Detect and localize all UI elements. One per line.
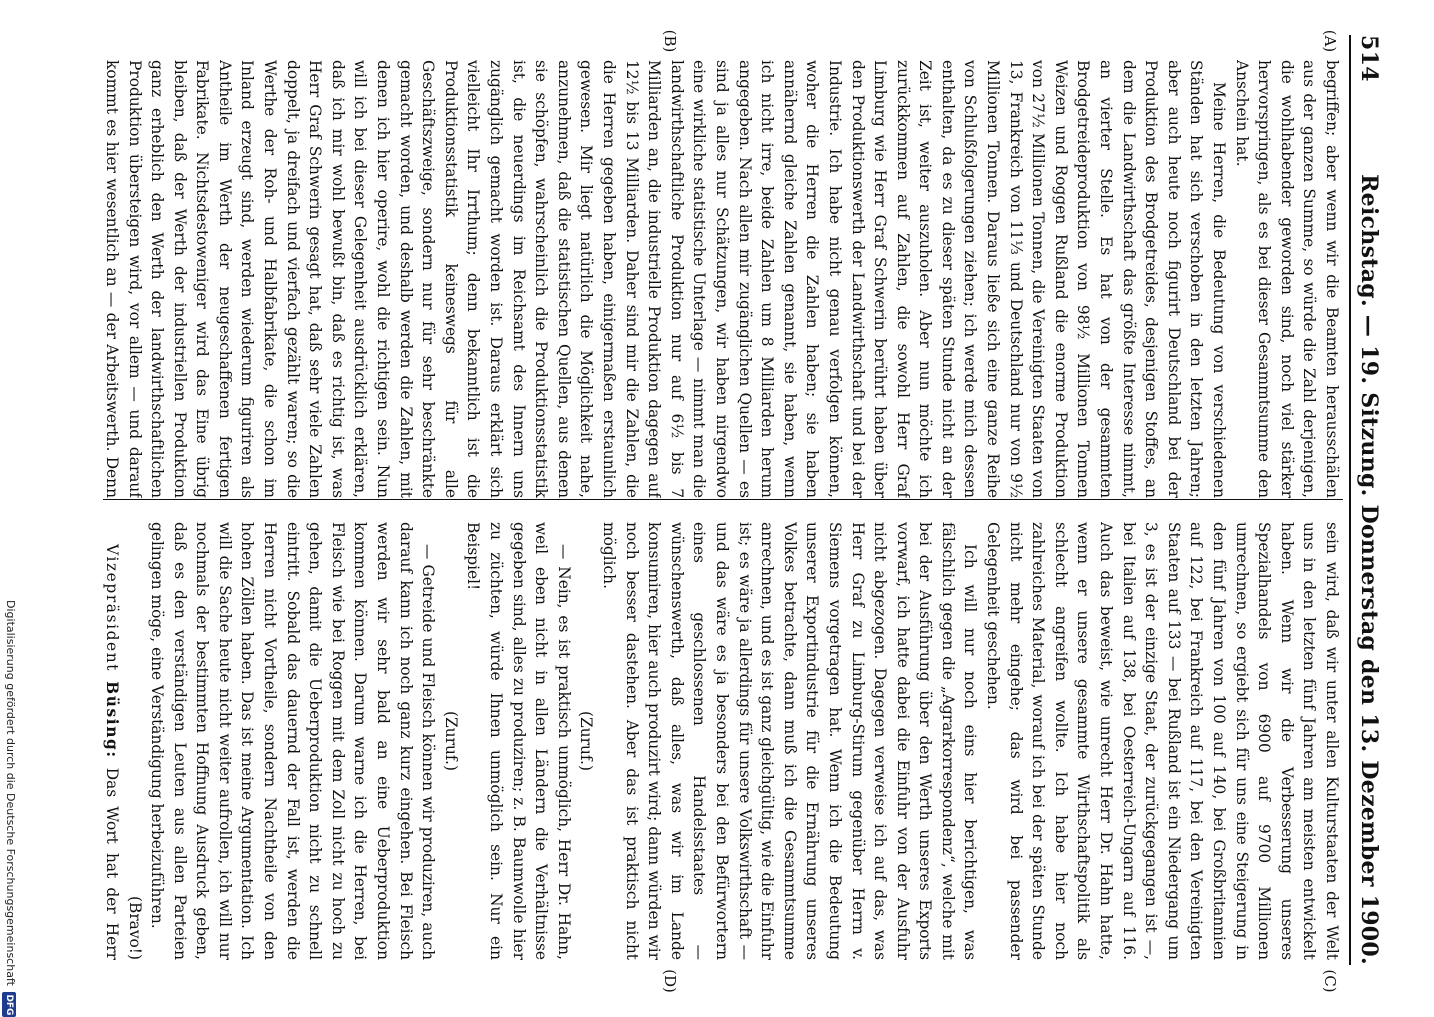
margin-mark-a: (A) bbox=[1321, 29, 1339, 53]
reichstag-protocol-page bbox=[69, 0, 1399, 1000]
column-divider bbox=[103, 499, 1343, 500]
paragraph: begriffen; aber wenn wir die Beamten herausschälen aus der ganzen Summe, so würde die Zahl derjenigen, die wohlhabender geworden sind, noch viel stärker hervorspringen, als es bei dieser Gesammtsumme den Anschein hat. bbox=[1232, 60, 1341, 498]
digitization-credit bbox=[3, 600, 17, 1016]
margin-mark-b: (B) bbox=[661, 29, 679, 53]
left-text-column bbox=[103, 60, 1343, 498]
speaker-role: Vizepräsident bbox=[103, 544, 121, 673]
page-title: Reichstag. — 19. Sitzung. Donnerstag den 13. Dezember 1900. bbox=[1356, 174, 1382, 965]
speaker-name: Büsing: bbox=[103, 681, 121, 759]
margin-mark-c: (C) bbox=[1321, 969, 1339, 993]
paragraph: Ich will nur noch eins hier berichtigen, was fälschlich gegen die „Agrarkorrespondenz“, welche mit bei der Ausführung über den Werth unseres Exports vorwarf, ich hatte dabei die Einfuhr von der Ausfuhr nicht abgezogen. Dagegen verweise ich auf das, was Herr Graf zu Limburg-Stirum gegenüber Herrn v. Siemens vorgetragen hat. Wenn ich die Bedeutung unserer Exportindustrie für die Ernährung unseres Volkes betrachte, dann muß ich die Gesammtsumme anrechnen, und es ist ganz gleichgültig, wie die Einfuhr ist; es wäre ja allerdings für unsere Volkswirthschaft — und das wäre es ja besonders bei den Befürwortern eines geschlossenen Handelsstaates — wünschenswerth, daß alles, was wir im Lande konsumiren, hier auch produzirt wird; dann würden wir noch besser dastehen. Aber das ist praktisch nicht möglich. bbox=[600, 522, 980, 960]
dfg-logo: DFG bbox=[4, 994, 14, 1016]
paragraph: — Getreide und Fleisch können wir produziren, auch darauf kann ich noch ganz kurz eingehen. Bei Fleisch werden wir sehr bald an eine Ueberproduktion kommen können. Darum warne ich die Herren, bei Fleisch wie bei Roggen mit dem Zoll nicht zu hoch zu gehen, damit die Ueberproduktion nicht zu schnell eintritt. Sobald das dauernd der Fall ist, werden die Herren nicht Vortheile, sondern Nachtheile von den hohen Zöllen haben. Das ist meine Argumentation. Ich will die Sache heute nicht weiter aufrollen, ich will nur nochmals der bestimmten Hoffnung Ausdruck geben, daß es den verständigen Leuten aus allen Parteien gelingen möge, eine Verständigung herbeizuführen. bbox=[148, 522, 438, 960]
paragraph: — Nein, es ist praktisch unmöglich, Herr Dr. Hahn, weil eben nicht in allen Ländern die Verhältnisse gegeben sind, alles zu produziren; z. B. Baumwolle hier zu züchten, würde Ihnen unmöglich sein. Nur ein Beispiel! bbox=[464, 522, 573, 960]
page-number: 514 bbox=[1356, 35, 1382, 82]
paragraph: sein wird, daß wir unter allen Kulturstaaten der Welt uns in den letzten fünf Jahren am meisten entwickelt haben. Wenn wir die Verbesserung unseres Spezialhandels von 6900 auf 9700 Millionen umrechnen, so ergiebt sich für uns eine Steigerung in den fünf Jahren von 100 auf 140, bei Großbritannien auf 122, bei Frankreich auf 117, bei den Vereinigten Staaten auf 133 — bei Rußland ist ein Niedergang um 3, es ist der einzige Staat, der zurückgegangen ist —, bei Italien auf 138, bei Oesterreich-Ungarn auf 116. Auch das beweist, wie unrecht Herr Dr. Hahn hatte, wenn er unsere gesammte Wirthschaftspolitik als schlecht angreifen wollte. Ich habe hier noch zahlreiches Material, worauf ich bei der späten Stunde nicht mehr eingehe; das wird bei passender Gelegenheit geschehen. bbox=[984, 522, 1341, 960]
interjection: (Zuruf.) bbox=[441, 711, 460, 771]
speaker-text: Das Wort hat der Herr bbox=[103, 767, 121, 960]
applause-note: (Bravo!) bbox=[125, 896, 144, 960]
interjection: (Zuruf.) bbox=[577, 711, 596, 771]
right-text-column bbox=[103, 522, 1343, 960]
paragraph: Meine Herren, die Bedeutung von verschiedenen Ständen hat sich verschoben in den letzten Jahren; aber auch heute noch figurirt Deutschland bei der Produktion des Brodgetreides, desjenigen Stoffes, an dem die Landwirthschaft das größte Interesse nimmt, an vierter Stelle. Es hat von der gesammten Brodgetreideproduktion von 98½ Millionen Tonnen Weizen und Roggen Rußland die enorme Produktion von 27½ Millionen Tonnen, die Vereinigten Staaten von 13, Frankreich von 11⅓ und Deutschland nur von 9½ Millionen Tonnen. Daraus ließe sich eine ganze Reihe von Schlußfolgerungen ziehen; ich werde mich dessen enthalten, da es zu dieser späten Stunde nicht an der Zeit ist, weiter auszuholen. Aber nun möchte ich zurückkommen auf Zahlen, die sowohl Herr Graf Limburg wie Herr Graf Schwerin berührt haben über den Produktionswerth der Landwirthschaft und bei der Industrie. Ich habe nicht genau verfolgen können, woher die Herren die Zahlen haben; sie haben annähernd gleiche Zahlen genannt, sie haben, wenn ich nicht irre, beide Zahlen um 8 Milliarden herum angegeben. Nach allen mir zugänglichen Quellen — es sind ja alles nur Schätzungen, wir haben nirgendwo eine wirkliche statistische Unterlage — nimmt man die landwirthschaftliche Produktion nur auf 6½ bis 7 Milliarden an, die industrielle Produktion dagegen auf 12½ bis 13 Milliarden. Daher sind mir die Zahlen, die die Herren gegeben haben, einigermaßen erstaunlich gewesen. Mir liegt natürlich die Möglichkeit nahe, anzunehmen, daß die statistischen Quellen, aus denen sie schöpfen, wahrscheinlich die Produktionsstatistik ist, die neuerdings im Reichsamt des Innern uns zugänglich gemacht worden ist. Daraus erklärt sich vielleicht Ihr Irrthum; denn bekanntlich ist die Produktionsstatistik keineswegs für alle Geschäftszweige, sondern nur für sehr beschränkte gemacht worden, und deshalb werden die Zahlen, mit denen ich hier operire, wohl die richtigen sein. Nun will ich bei dieser Gelegenheit ausdrücklich erklären, daß ich mir wohl bewußt bin, daß es richtig ist, was Herr Graf Schwerin gesagt hat, daß sehr viele Zahlen doppelt, ja dreifach und vierfach gezählt waren; so die Werthe der Roh- und Halbfabrikate, die schon im Inland erzeugt sind, werden wiederum figuriren als Antheile im Werth der neugeschaffenen fertigen Fabrikate. Nichtsdestoweniger wird das Eine übrig bleiben, daß der Werth der industriellen Produktion ganz erheblich den Werth der landwirthschaftlichen Produktion übersteigen wird, vor allem — und darauf kommt es hier wesentlich an — der Arbeitswerth. Denn bbox=[103, 60, 1229, 498]
header-rule bbox=[1349, 35, 1351, 965]
speaker-paragraph bbox=[103, 522, 123, 960]
margin-mark-d: (D) bbox=[661, 969, 679, 993]
credit-text: Digitalisierung gefördert durch die Deutsche Forschungsgemeinschaft bbox=[4, 600, 17, 986]
page-header bbox=[1353, 35, 1385, 965]
